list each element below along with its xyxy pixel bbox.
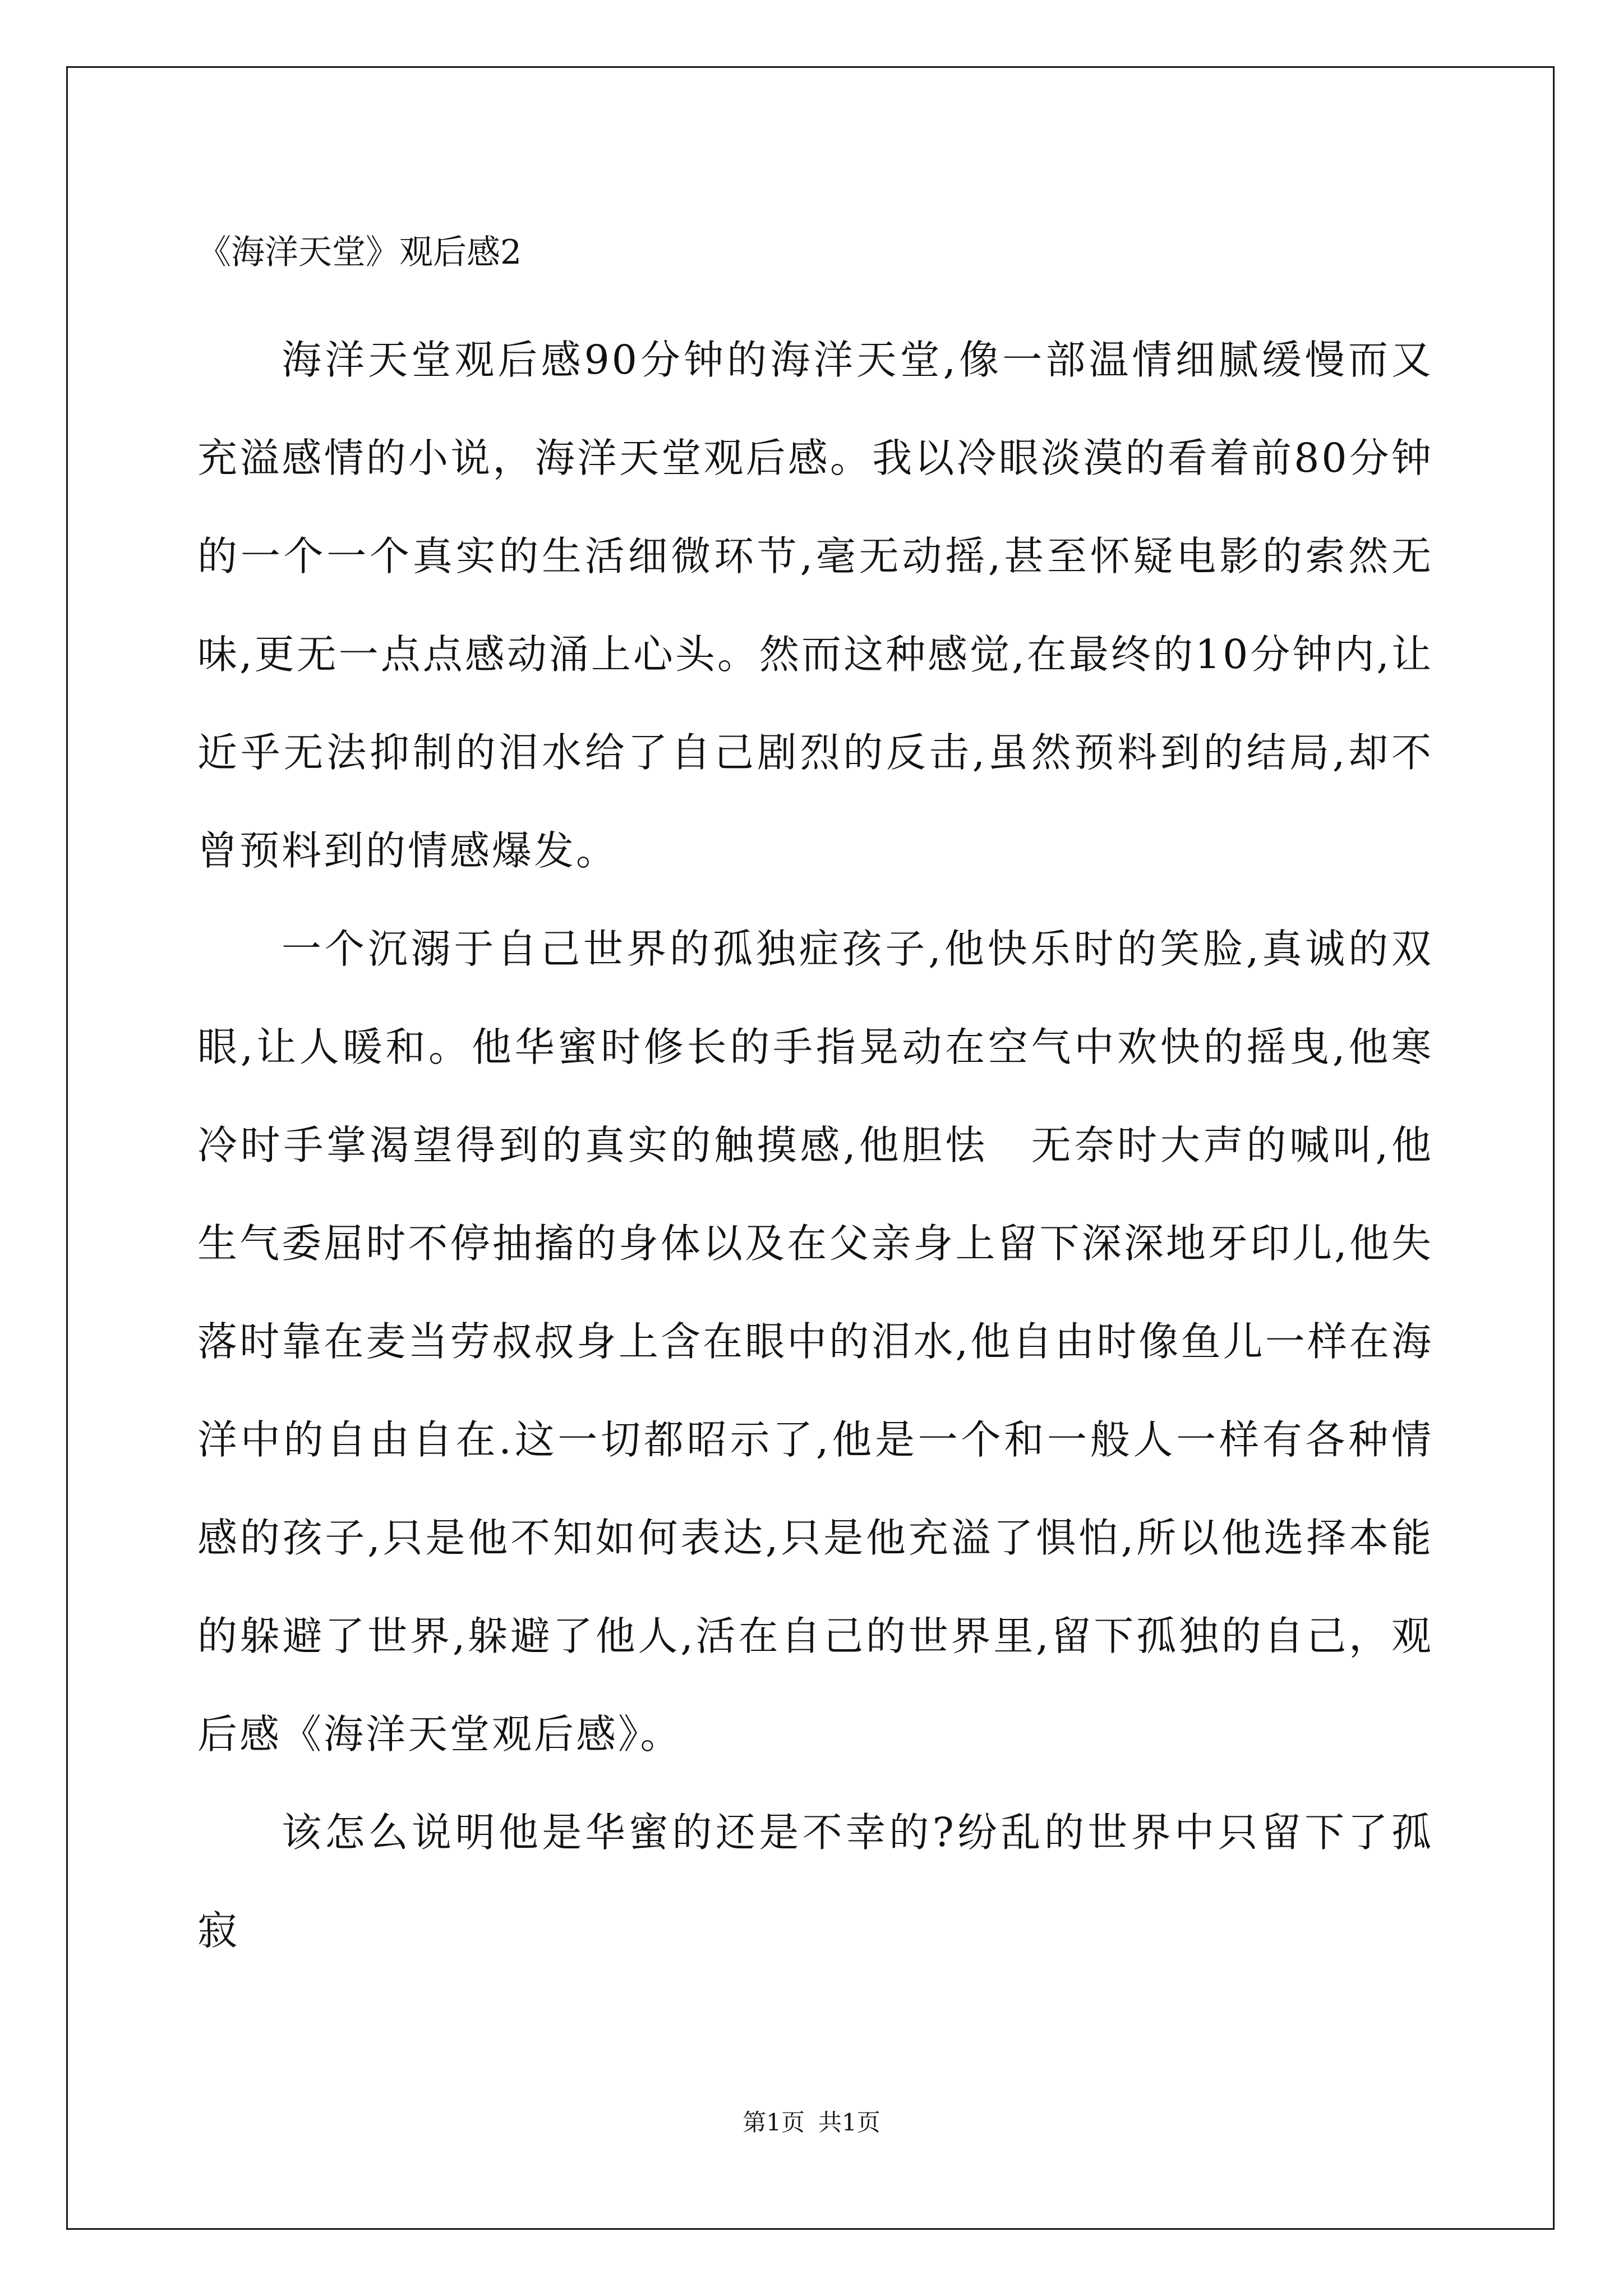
paragraph-3: 该怎么说明他是华蜜的还是不幸的?纷乱的世界中只留下了孤寂 [197, 1809, 1433, 1954]
page-number: 第1页 [743, 2109, 805, 2136]
paragraph-2: 一个沉溺于自己世界的孤独症孩子,他快乐时的笑脸,真诚的双眼,让人暖和。他华蜜时修长的手指晃动在空气中欢快的摇曳,他寒冷时手掌渴望得到的真实的触摸感,他胆怯 无奈时大声的喊叫,他生气委屈时不停抽搐的身体以及在父亲身上留下深深地牙印儿,他失落时靠在麦当劳叔叔身上含在眼中的泪水,他自由时像鱼儿一样在海洋中的自由自在.这一切都昭示了,他是一个和一般人一样有各种情感的孩子,只是他不知如何表达,只是他充溢了惧怕,所以他选择本能的躲避了世界,躲避了他人,活在自己的世界里,留下孤独的自己，观后感《海洋天堂观后感》。 [197, 926, 1433, 1757]
paragraph-1: 海洋天堂观后感90分钟的海洋天堂,像一部温情细腻缓慢而又充溢感情的小说，海洋天堂观后感。我以冷眼淡漠的看着前80分钟的一个一个真实的生活细微环节,毫无动摇,甚至怀疑电影的索然无味,更无一点点感动涌上心头。然而这种感觉,在最终的10分钟内,让近乎无法抑制的泪水给了自己剧烈的反击,虽然预料到的结局,却不曾预料到的情感爆发。 [197, 337, 1433, 874]
document-title: 《海洋天堂》观后感2 [197, 233, 522, 272]
page-total: 共1页 [818, 2109, 880, 2136]
document-body [197, 311, 1433, 1980]
page-footer [0, 2106, 1623, 2139]
